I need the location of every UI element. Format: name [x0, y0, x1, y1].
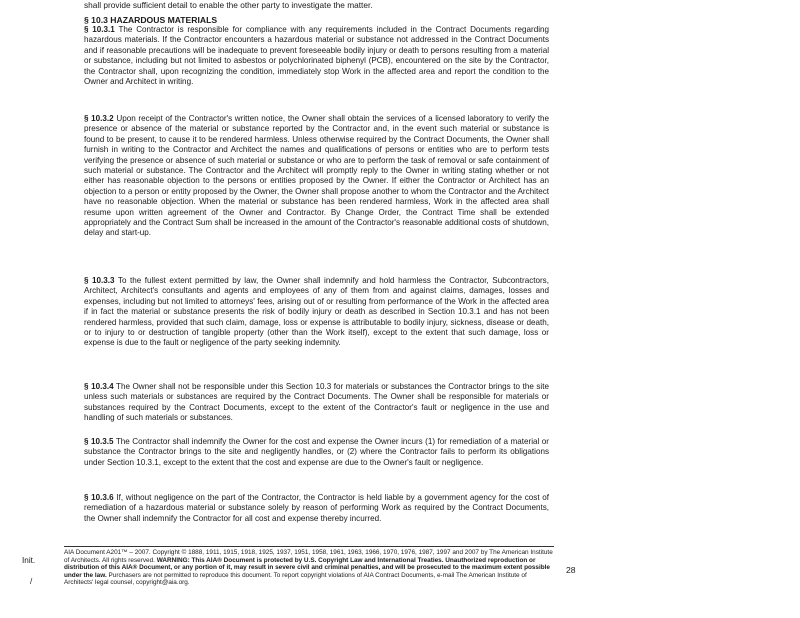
page-number: 28	[566, 565, 576, 575]
paragraph-10-3-6	[84, 493, 549, 524]
paragraph-number: § 10.3.1	[84, 25, 115, 34]
init-mark: /	[30, 577, 33, 586]
init-label: Init.	[22, 556, 36, 565]
footer-divider	[64, 546, 554, 547]
paragraph-10-3-2	[84, 114, 549, 239]
paragraph-10-3-5	[84, 437, 549, 468]
footer-purchase-note: Purchasers are not permitted to reproduce this document. To report copyright violations of AIA Contract Documents, e-mail The American Institute of Architects' legal counsel, copyright@aia.org.	[64, 571, 527, 587]
paragraph-number: § 10.3.6	[84, 493, 114, 502]
footer-notice	[64, 549, 554, 587]
footer-warning: WARNING: This AIA® Document is protected by U.S. Copyright Law and International Treaties. Unauthorized reproduction or distribution of this AIA® Document, or any portion of it, may result in severe civil and criminal penalties, and will be prosecuted to the maximum extent possible under the law.	[64, 556, 550, 579]
paragraph-number: § 10.3.5	[84, 437, 114, 446]
paragraph-10-3-4	[84, 382, 549, 424]
section-heading: § 10.3 HAZARDOUS MATERIALS	[84, 15, 218, 25]
paragraph-text: Upon receipt of the Contractor's written notice, the Owner shall obtain the services of a licensed laboratory to verify the presence or absence of the material or substance reported by the Contractor and, in the event such material or substance is found to be present, to cause it to be rendered harmless. Unless otherwise required by the Contract Documents, the Owner shall furnish in writing to the Contractor and Architect the names and qualifications of persons or entities who are to perform tests verifying the presence or absence of such material or substance or who are to perform the task of removal or safe containment of such material or substance. The Contractor and the Architect will promptly reply to the Owner in writing stating whether or not either has reasonable objection to the persons or entities proposed by the Owner. If either the Contractor or Architect has an objection to a person or entity proposed by the Owner, the Owner shall propose another to whom the Contractor and the Architect have no reasonable objection. When the material or substance has been rendered harmless, Work in the affected area shall resume upon written agreement of the Owner and Contractor. By Change Order, the Contract Time shall be extended appropriately and the Contract Sum shall be increased in the amount of the Contractor's reasonable additional costs of shutdown, delay and start-up.	[84, 114, 549, 238]
paragraph-10-3-1	[84, 25, 549, 87]
paragraph-number: § 10.3.2	[84, 114, 114, 123]
paragraph-number: § 10.3.4	[84, 382, 114, 391]
paragraph-number: § 10.3.3	[84, 276, 115, 285]
footer-copyright: AIA Document A201™ – 2007. Copyright © 1888, 1911, 1915, 1918, 1925, 1937, 1951, 1958, 1961, 1963, 1966, 1970, 1976, 1987, 1997 and 2007 by The American Institute of Architects. All rights reserved.	[64, 549, 553, 564]
continued-text: shall provide sufficient detail to enable the other party to investigate the matter.	[84, 0, 373, 10]
paragraph-text: The Owner shall not be responsible under this Section 10.3 for materials or substances the Contractor brings to the site unless such materials or substances are required by the Contract Documents. The Owner shall be responsible for materials or substances required by the Contract Documents, except to the extent of the Contractor's fault or negligence in the use and handling of such materials or substances.	[84, 382, 549, 423]
paragraph-text: The Contractor is responsible for compliance with any requirements included in the Contract Documents regarding hazardous materials. If the Contractor encounters a hazardous material or substance not addressed in the Contract Documents and if reasonable precautions will be inadequate to prevent foreseeable bodily injury or death to persons resulting from a material or substance, including but not limited to asbestos or polychlorinated biphenyl (PCB), encountered on the site by the Contractor, the Contractor shall, upon recognizing the condition, immediately stop Work in the affected area and report the condition to the Owner and Architect in writing.	[84, 25, 549, 87]
paragraph-text: The Contractor shall indemnify the Owner for the cost and expense the Owner incurs (1) for remediation of a material or substance the Contractor brings to the site and negligently handles, or (2) where the Contractor fails to perform its obligations under Section 10.3.1, except to the extent that the cost and expense are due to the Owner's fault or negligence.	[84, 437, 549, 467]
paragraph-10-3-3	[84, 276, 549, 349]
paragraph-text: To the fullest extent permitted by law, the Owner shall indemnify and hold harmless the Contractor, Subcontractors, Architect, Architect's consultants and agents and employees of any of them from and against claims, damages, losses and expenses, including but not limited to attorneys' fees, arising out of or resulting from performance of the Work in the affected area if in fact the material or substance presents the risk of bodily injury or death as described in Section 10.3.1 and has not been rendered harmless, provided that such claim, damage, loss or expense is attributable to bodily injury, sickness, disease or death, or to injury to or destruction of tangible property (other than the Work itself), except to the extent that such damage, loss or expense is due to the fault or negligence of the party seeking indemnity.	[84, 276, 549, 348]
paragraph-text: If, without negligence on the part of the Contractor, the Contractor is held liable by a government agency for the cost of remediation of a hazardous material or substance solely by reason of performing Work as required by the Contract Documents, the Owner shall indemnify the Contractor for all cost and expense thereby incurred.	[84, 493, 549, 523]
